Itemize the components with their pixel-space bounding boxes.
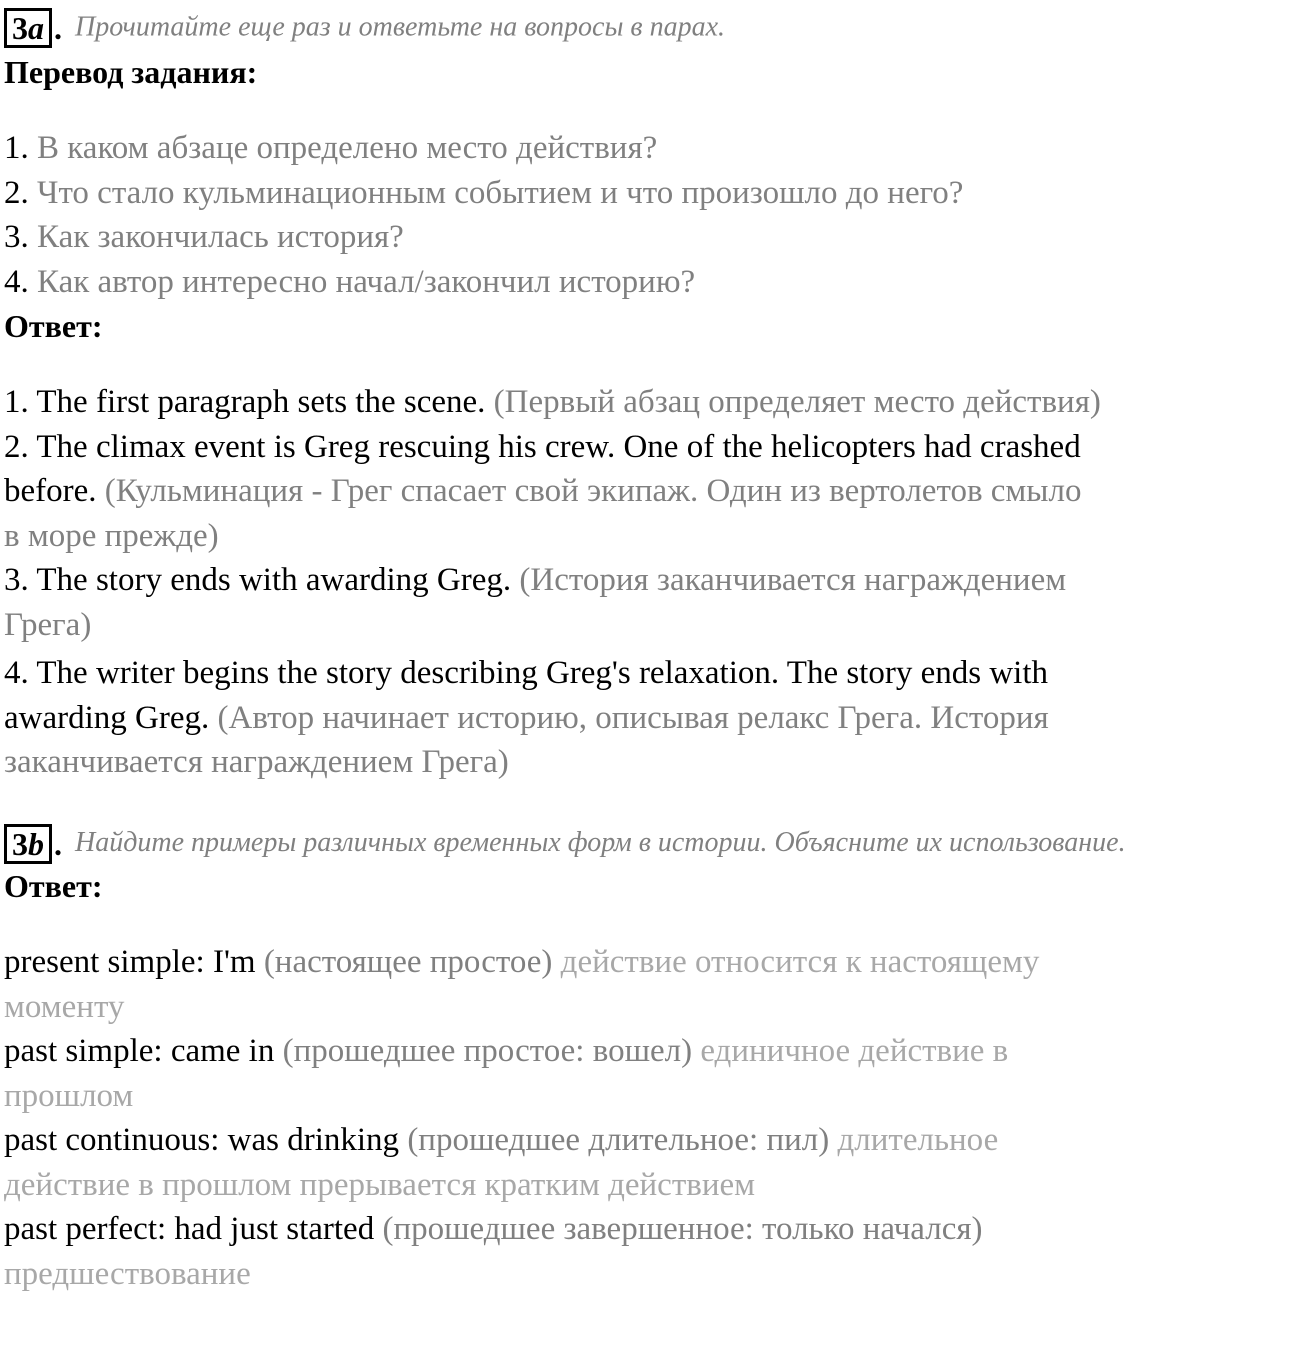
- tense-explanation: предшествование: [4, 1255, 251, 1292]
- answer-translation: (Первый абзац определяет место действия): [493, 384, 1101, 420]
- spacer: [4, 785, 1296, 823]
- task-3b-header: [4, 823, 1296, 865]
- spacer: [4, 908, 1296, 940]
- answer-english: 1. The first paragraph sets the scene.: [4, 384, 486, 420]
- task-3a-instruction: Прочитайте еще раз и ответьте на вопросы в парах.: [75, 11, 726, 43]
- tense-translation: (настоящее простое): [263, 944, 553, 981]
- answer-line: [4, 603, 1296, 648]
- badge-number: 3: [12, 9, 28, 46]
- document-page: [4, 6, 1296, 1296]
- tense-english: past continuous: was drinking: [4, 1122, 400, 1159]
- answer-line: [4, 514, 1296, 559]
- tense-line: [4, 1163, 1296, 1208]
- translation-label: Перевод задания:: [4, 54, 258, 90]
- question-text: Как автор интересно начал/закончил историю?: [37, 263, 696, 300]
- spacer: [4, 348, 1296, 380]
- task-3a-badge: [4, 8, 52, 48]
- answers-list: [4, 380, 1296, 785]
- tense-english: present simple: I'm: [4, 944, 256, 981]
- tense-line: [4, 1207, 1296, 1252]
- answer-translation: (История заканчивается награждением: [519, 562, 1067, 598]
- task-3b-instruction: Найдите примеры различных временных форм в истории. Объясните их использование.: [75, 826, 1126, 858]
- question-text: Что стало кульминационным событием и что произошло до него?: [37, 174, 964, 211]
- spacer: [4, 94, 1296, 126]
- tenses-list: [4, 940, 1296, 1296]
- answer-translation: заканчивается награждением Грега): [4, 744, 509, 780]
- answer-english: 4. The writer begins the story describing Greg's relaxation. The story ends with: [4, 655, 1048, 691]
- tense-explanation: действие в прошлом прерывается кратким действием: [4, 1166, 756, 1203]
- question-number: 2.: [4, 174, 29, 211]
- tense-explanation: моменту: [4, 988, 125, 1025]
- badge-number: 3: [12, 826, 28, 863]
- tense-explanation: прошлом: [4, 1077, 134, 1114]
- question-text: Как закончилась история?: [37, 219, 404, 255]
- tense-english: past perfect: had just started: [4, 1211, 375, 1248]
- answer-translation: в море прежде): [4, 517, 219, 554]
- tense-explanation: длительное: [837, 1122, 999, 1159]
- answer-translation: Грега): [4, 606, 92, 643]
- answer-line: [4, 696, 1296, 741]
- answer-english: before.: [4, 473, 97, 509]
- answer-label: Ответ:: [4, 308, 103, 344]
- question-item: [4, 126, 1296, 171]
- question-item: [4, 215, 1296, 260]
- answer-line: [4, 740, 1296, 785]
- answer-label: Ответ:: [4, 868, 103, 905]
- question-item: [4, 260, 1296, 305]
- tense-explanation: действие относится к настоящему: [560, 944, 1040, 981]
- answer-line: [4, 380, 1296, 425]
- tense-translation: (прошедшее длительное: пил): [407, 1122, 830, 1159]
- question-number: 4.: [4, 263, 29, 300]
- answer-english: 3. The story ends with awarding Greg.: [4, 562, 512, 598]
- tense-explanation: единичное действие в: [700, 1033, 1009, 1070]
- tense-english: past simple: came in: [4, 1033, 275, 1070]
- tense-translation: (прошедшее завершенное: только начался): [382, 1211, 983, 1248]
- answer-english: 2. The climax event is Greg rescuing his crew. One of the helicopters had crashed: [4, 428, 1081, 465]
- question-text: В каком абзаце определено место действия?: [37, 130, 658, 166]
- tense-line: [4, 1118, 1296, 1163]
- tense-line: [4, 1074, 1296, 1119]
- task-3a-header: [4, 6, 1296, 50]
- answer-english: awarding Greg.: [4, 699, 210, 736]
- question-number: 3.: [4, 219, 29, 255]
- answer-translation: (Автор начинает историю, описывая релакс Грега. История: [217, 699, 1049, 736]
- tense-translation: (прошедшее простое: вошел): [282, 1033, 693, 1070]
- answer-translation: (Кульминация - Грег спасает свой экипаж. Один из вертолетов смыло: [104, 473, 1082, 509]
- tense-line: [4, 985, 1296, 1030]
- task-3b-badge: [4, 824, 52, 864]
- question-item: [4, 171, 1296, 216]
- badge-dot: .: [54, 826, 62, 863]
- badge-letter: b: [28, 826, 44, 863]
- answer-line: [4, 651, 1296, 696]
- question-number: 1.: [4, 130, 29, 166]
- questions-list: [4, 126, 1296, 304]
- answer-line: [4, 425, 1296, 470]
- answer-line: [4, 558, 1296, 603]
- tense-line: [4, 940, 1296, 985]
- tense-line: [4, 1252, 1296, 1297]
- tense-line: [4, 1029, 1296, 1074]
- badge-letter: a: [28, 9, 44, 46]
- answer-line: [4, 469, 1296, 514]
- badge-dot: .: [54, 9, 62, 46]
